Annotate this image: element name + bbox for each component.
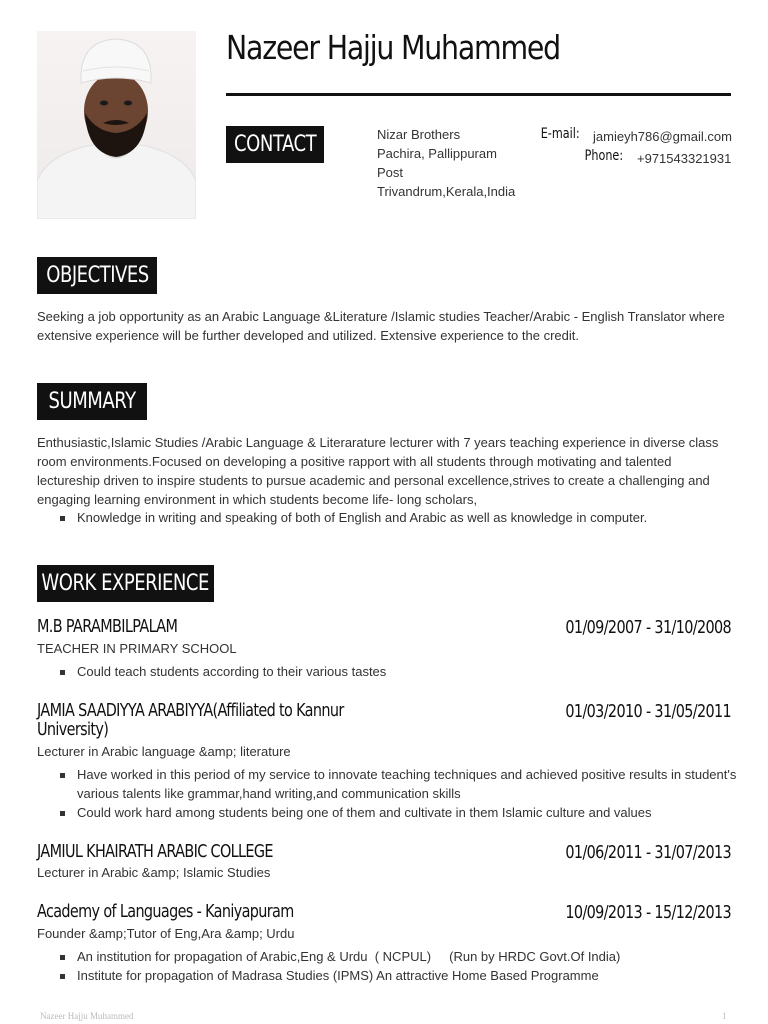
job-organization: Academy of Languages - Kaniyapuram <box>37 901 294 922</box>
profile-photo <box>37 31 196 219</box>
job-dates: 10/09/2013 - 15/12/2013 <box>565 902 731 923</box>
summary-text: Enthusiastic,Islamic Studies /Arabic Language & Literarature lecturer with 7 years teaching experience in diverse class room environments.Focused on developing a positive rapport with all students through motivating and talented lectureship driven to inspire students to pursue academic and personal excellence,strives to create a challenging and engaging learning environment in which students become life- long scholars, <box>37 435 719 507</box>
footer-name: Nazeer Hajju Muhammed <box>40 1011 134 1021</box>
address-line: Pachira, Pallippuram <box>377 146 497 161</box>
job-role: TEACHER IN PRIMARY SCHOOL <box>37 641 237 656</box>
job-bullets <box>37 765 737 822</box>
job-organization: M.B PARAMBILPALAM <box>37 616 178 637</box>
address-line: Trivandrum,Kerala,India <box>377 184 516 199</box>
address-line: Post <box>377 165 404 180</box>
work-experience-heading: WORK EXPERIENCE <box>37 565 214 602</box>
job-role: Lecturer in Arabic language &amp; literature <box>37 744 291 759</box>
phone-value: +971543321931 <box>637 151 732 166</box>
job-dates: 01/03/2010 - 31/05/2011 <box>565 701 731 722</box>
summary-bullets <box>37 508 737 527</box>
list-item: Institute for propagation of Madrasa Studies (IPMS) An attractive Home Based Programme <box>37 966 737 985</box>
job-role: Lecturer in Arabic &amp; Islamic Studies <box>37 865 271 880</box>
phone-label: Phone: <box>584 148 623 164</box>
address-line: Nizar Brothers <box>377 127 461 142</box>
job-dates: 01/06/2011 - 31/07/2013 <box>565 842 731 863</box>
list-item: An institution for propagation of Arabic,Eng & Urdu ( NCPUL) (Run by HRDC Govt.Of India) <box>37 947 737 966</box>
job-role: Founder &amp;Tutor of Eng,Ara &amp; Urdu <box>37 926 295 941</box>
list-item: Knowledge in writing and speaking of both of English and Arabic as well as knowledge in computer. <box>37 508 737 527</box>
summary-heading: SUMMARY <box>37 383 147 420</box>
job-bullets <box>37 947 737 985</box>
contact-heading: CONTACT <box>226 126 324 163</box>
list-item: Have worked in this period of my service to innovate teaching techniques and achieved positive results in student's various talents like grammar,hand writing,and communication skills <box>37 765 737 803</box>
list-item: Could work hard among students being one of them and cultivate in them Islamic culture and values <box>37 803 737 822</box>
name-divider <box>226 93 731 96</box>
list-item: Could teach students according to their various tastes <box>37 662 737 681</box>
job-bullets <box>37 662 737 681</box>
footer-page-number: 1 <box>722 1011 727 1021</box>
job-dates: 01/09/2007 - 31/10/2008 <box>565 617 731 638</box>
objectives-heading: OBJECTIVES <box>37 257 157 294</box>
job-organization: JAMIA SAADIYYA ARABIYYA(Affiliated to Kannur University) <box>37 700 344 740</box>
job-organization: JAMIUL KHAIRATH ARABIC COLLEGE <box>37 841 273 862</box>
objectives-text: Seeking a job opportunity as an Arabic Language &Literature /Islamic studies Teacher/Arabic - English Translator where extensive experience will be further developed and utilized. Extensive experience to the credit. <box>37 309 725 343</box>
contact-address <box>377 125 515 201</box>
person-portrait-icon <box>37 31 196 219</box>
email-value[interactable]: jamieyh786@gmail.com <box>593 129 732 144</box>
resume-name: Nazeer Hajju Muhammed <box>226 28 560 67</box>
email-label: E-mail: <box>541 126 580 142</box>
